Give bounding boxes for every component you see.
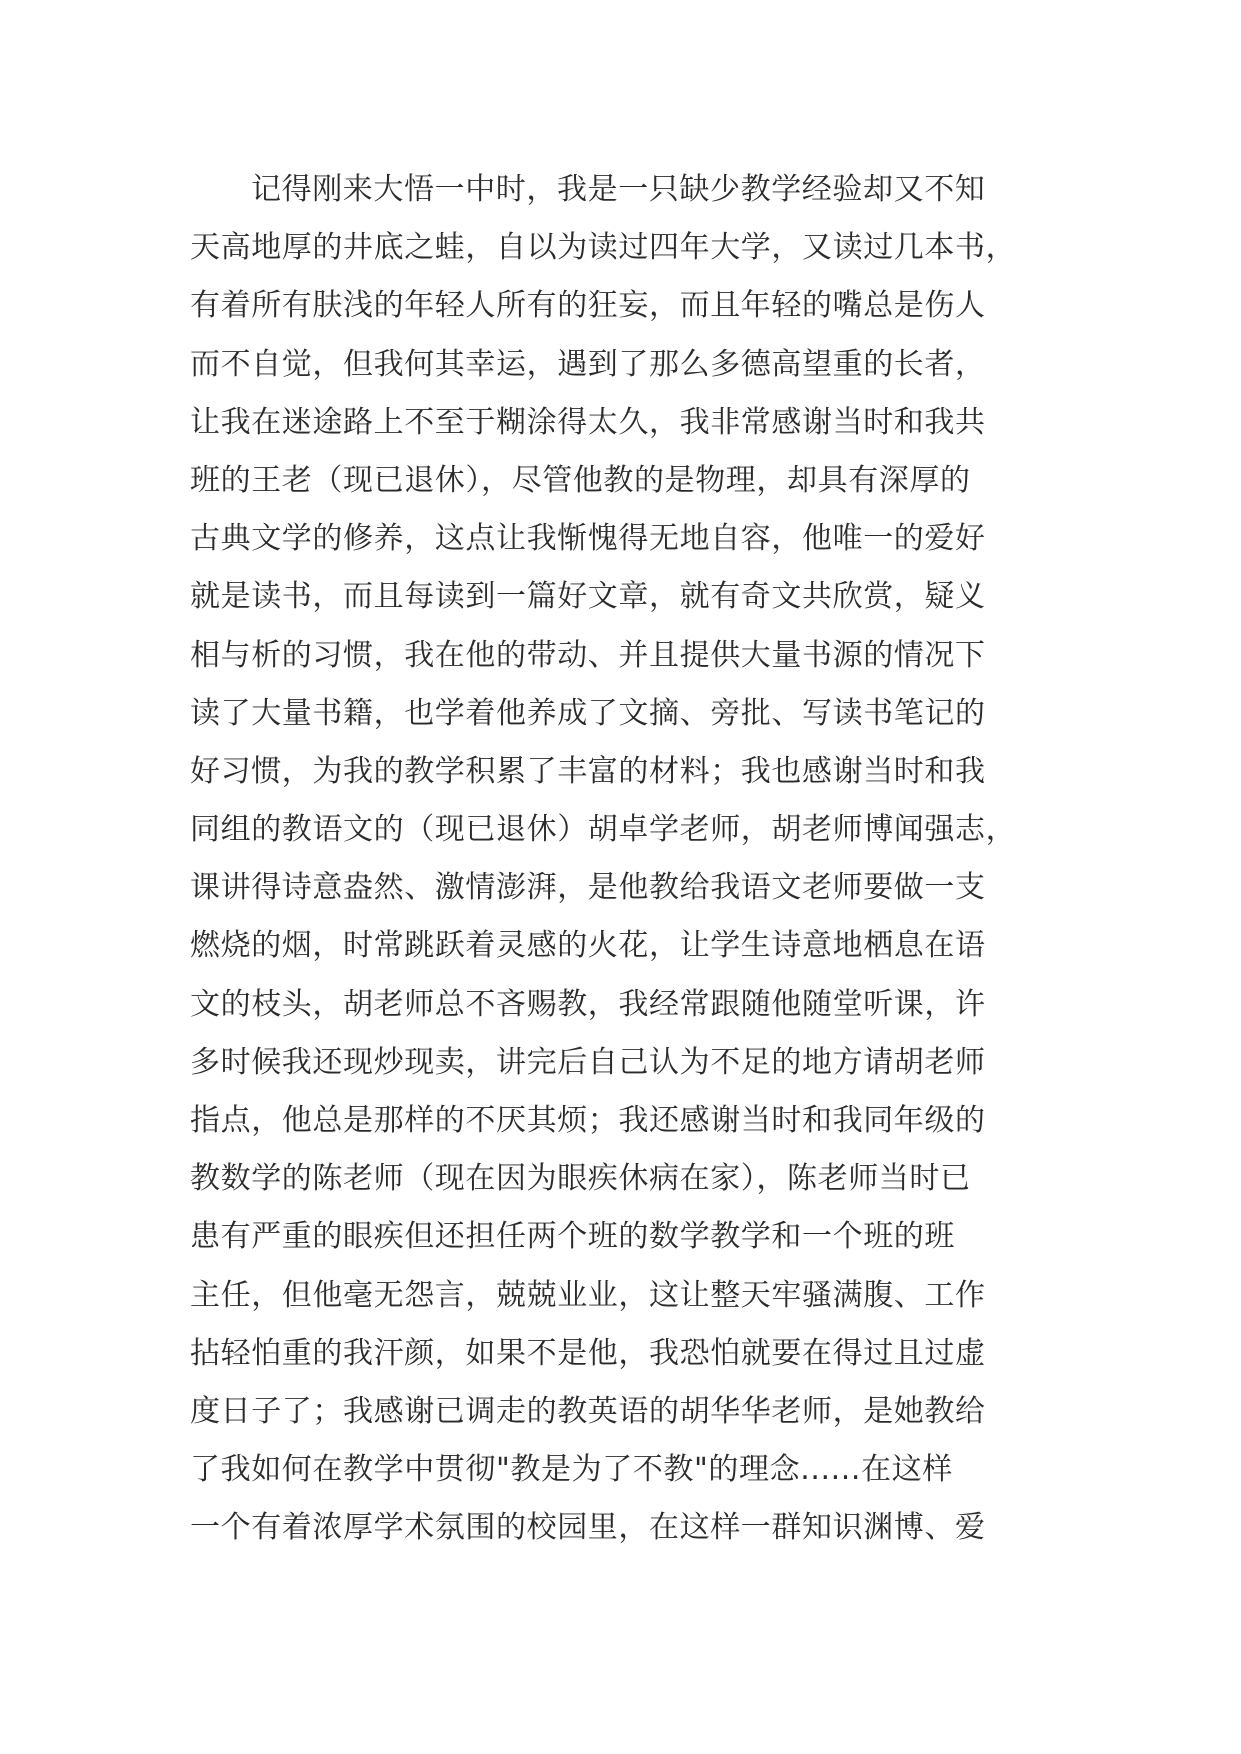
text-line: 就是读书，而且每读到一篇好文章，就有奇文共欣赏，疑义 [190, 579, 986, 615]
text-line: 而不自觉，但我何其幸运，遇到了那么多德高望重的长者， [190, 346, 986, 382]
text-line: 教数学的陈老师（现在因为眼疾休病在家），陈老师当时已 [190, 1161, 971, 1197]
text-line: 燃烧的烟，时常跳跃着灵感的火花，让学生诗意地栖息在语 [190, 928, 986, 964]
text-line: 让我在迷途路上不至于糊涂得太久，我非常感谢当时和我共 [190, 404, 986, 440]
text-line: 相与析的习惯，我在他的带动、并且提供大量书源的情况下 [190, 637, 986, 673]
text-line: 指点，他总是那样的不厌其烦；我还感谢当时和我同年级的 [190, 1103, 986, 1138]
text-line: 记得刚来大悟一中时，我是一只缺少教学经验却又不知 [251, 172, 986, 207]
text-line: 天高地厚的井底之蛙，自以为读过四年大学，又读过几本书， [190, 230, 1017, 266]
text-line: 古典文学的修养，这点让我惭愧得无地自容，他唯一的爱好 [190, 521, 986, 557]
text-line: 读了大量书籍，也学着他养成了文摘、旁批、写读书笔记的 [190, 695, 986, 731]
text-line: 拈轻怕重的我汗颜，如果不是他，我恐怕就要在得过且过虚 [190, 1335, 986, 1371]
text-line: 患有严重的眼疾但还担任两个班的数学教学和一个班的班 [190, 1219, 955, 1255]
body-paragraph [190, 161, 1070, 1558]
text-line: 多时候我还现炒现卖，讲完后自己认为不足的地方请胡老师 [190, 1044, 986, 1080]
text-line: 度日子了；我感谢已调走的教英语的胡华华老师，是她教给 [190, 1393, 986, 1429]
text-line: 文的枝头，胡老师总不吝赐教，我经常跟随他随堂听课，许 [190, 986, 986, 1022]
text-line: 课讲得诗意盎然、激情澎湃，是他教给我语文老师要做一支 [190, 870, 986, 906]
text-line: 了我如何在教学中贯彻"教是为了不教"的理念......在这样 [190, 1452, 953, 1488]
text-line: 主任，但他毫无怨言，兢兢业业，这让整天牢骚满腹、工作 [190, 1277, 986, 1313]
text-line: 好习惯，为我的教学积累了丰富的材料；我也感谢当时和我 [190, 753, 986, 789]
text-line: 有着所有肤浅的年轻人所有的狂妄，而且年轻的嘴总是伤人 [190, 288, 986, 324]
text-line: 同组的教语文的（现已退休）胡卓学老师，胡老师博闻强志， [190, 812, 1017, 848]
text-line: 一个有着浓厚学术氛围的校园里，在这样一群知识渊博、爱 [190, 1510, 986, 1546]
text-line: 班的王老（现已退休），尽管他教的是物理，却具有深厚的 [190, 462, 971, 498]
